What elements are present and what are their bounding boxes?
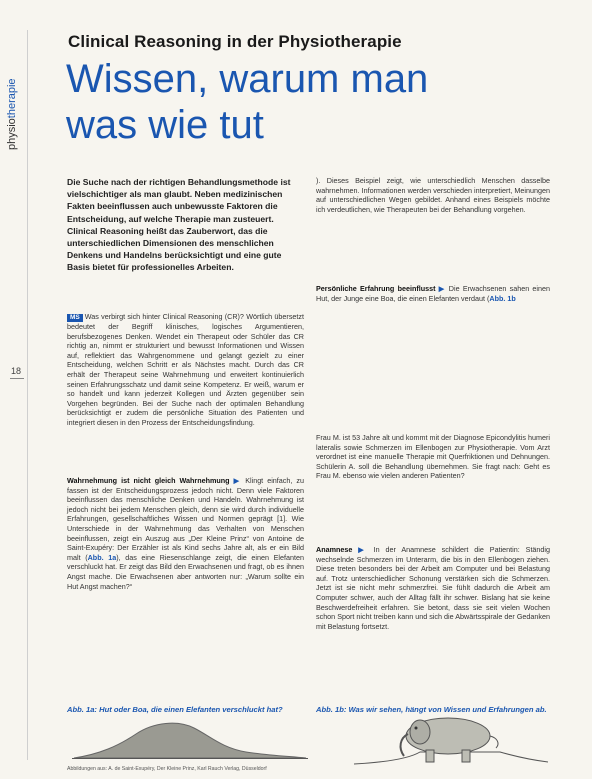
section-anamnese xyxy=(316,545,550,634)
margin-rule xyxy=(27,30,28,760)
figure-caption-1a xyxy=(67,705,307,714)
caption-ref: Abb. 1b: xyxy=(316,705,347,714)
section-text: In der Anamnese schildert die Patientin: Ständig wechselnde Schmerzen im Unterarm, die bis in den Ellenbogen ziehen. Diese treten besonders bei der Arbeit am Computer und bei Belastung auf. Trotz unterschiedlicher Schonung verstärken sich die Schmerzen. Jetzt ist sie nicht mehr schmerzfrei. Sie fühlt dadurch die Arbeit am Computer schwer, auch der Alltag fällt ihr schwer. Bislang hat sie keine Beschwerdefreiheit erfahren. Sie betont, dass sie seit vielen Wochen schon Sport nicht treiben kann und sich die Abwärtsspirale der Gedanken mit Belastung fortsetzt. xyxy=(316,545,551,631)
arrow-icon: ▶ xyxy=(233,476,242,485)
arrow-icon: ▶ xyxy=(358,545,368,554)
article-kicker: Clinical Reasoning in der Physiotherapie xyxy=(68,32,402,51)
figure-reference: Abb. 1b xyxy=(489,293,516,303)
section-heading: Anamnese xyxy=(316,545,353,554)
section-text: Die Erwachsenen sahen einen Hut, der Junge eine Boa, die einen Elefanten verdaut ( xyxy=(316,284,551,303)
elephant-in-boa-drawing xyxy=(350,712,550,768)
article-lead: Die Suche nach der richtigen Behandlungsmethode ist vielschichtiger als man glaubt. Neben medizinischen Fakten beeinflussen auch unbewusste Faktoren die Entscheidung, auf welche Therapie man zusteuert. Clinical Reasoning heißt das Zauberwort, das die unterschiedlichen Dimensionen des menschlichen Denkens und Handelns berücksichtigt und eine gute Basis bietet für professionelles Arbeiten. xyxy=(67,177,291,273)
intro-paragraph xyxy=(67,312,304,431)
figure-reference: Abb. 1a xyxy=(87,552,117,562)
image-credit: Abbildungen aus: A. de Saint-Exupéry, Der Kleine Prinz, Karl Rauch Verlag, Düsseldorf xyxy=(67,766,267,772)
section-text: Frau M. ist 53 Jahre alt und kommt mit der Diagnose Epicondylitis humeri lateralis sowie Schmerzen im Ellenbogen zur Physiotherapie. Vom Arzt verordnet ist eine manuelle Therapie mit Querfriktionen und Dehnungen. Schülerin A. soll die Behandlung übernehmen. Sie fragt nach: Geht es Frau M. ebenso wie vielen anderen Patienten? xyxy=(316,433,550,481)
section-heading: Wahrnehmung ist nicht gleich Wahrnehmung xyxy=(67,476,230,485)
section-erfahrung xyxy=(316,284,550,306)
section-wahrnehmung xyxy=(67,476,304,594)
brand-part-2: therapie xyxy=(6,78,18,119)
caption-ref: Abb. 1a: xyxy=(67,705,97,714)
page-number-rule xyxy=(10,378,24,379)
author-tag: MS xyxy=(67,314,83,322)
section-text-tail: ), das eine Riesenschlange zeigt, die einen Elefanten verschluckt hat. Er zeigt das Bild den Erwachsenen und fragt, ob es ihnen Angst mache. Die Erwachsenen aber antworten nur: „Warum sollte ein Hut Angst machen?“ xyxy=(67,552,305,591)
page-number: 18 xyxy=(11,366,22,376)
caption-text: Hut oder Boa, die einen Elefanten verschluckt hat? xyxy=(96,705,283,714)
headline-line-1: Wissen, warum man xyxy=(66,57,429,101)
right-col-lead-text: ). Dieses Beispiel zeigt, wie unterschiedlich Menschen dasselbe wahrnehmen. Informationen werden verschieden interpretiert, Meinungen auf unterschiedlichen Wegen gebildet. Anhand eines Beispiels möchte ich verdeutlichen, wie Therapeuten bei der Behandlung vorgehen. xyxy=(316,176,550,214)
arrow-icon: ▶ xyxy=(438,284,446,293)
section-heading: Persönliche Erfahrung beeinflusst xyxy=(316,284,436,293)
caption-text: Was wir sehen, hängt von Wissen und Erfahrungen ab. xyxy=(346,705,547,714)
headline-line-2: was wie tut xyxy=(66,103,264,147)
article-headline xyxy=(66,56,466,148)
section-brand xyxy=(6,78,18,150)
intro-text: Was verbirgt sich hinter Clinical Reasoning (CR)? Wörtlich übersetzt bedeutet der Begriff klinisches, logisches Argumentieren, berufsbezogenes Denken. Wendet ein Therapeut oder Schüler das CR richtig an, nimmt er strukturiert und bewusst Informationen und Wissen auf, reflektiert das Wahrgenommene und gelangt gezielt zu einer Entscheidung, welchen Schritt er als Nächstes macht. Durch das CR erhält der Therapeut seine Wahrnehmung und erweitert kontinuierlich seinen Erfahrungsschatz und damit seine Kompetenz. Er weiß, warum er so handelt und kann jederzeit Kollegen und Ärzten gegenüber sein Vorgehen begründen. Bei der Suche nach der optimalen Behandlung berücksichtigt er zudem die persönliche Situation des Patienten und integriert diesen in den Prozess der Entscheidungsfindung. xyxy=(67,312,304,427)
section-fallbeispiel xyxy=(316,433,550,484)
hat-boa-drawing xyxy=(70,718,310,762)
section-text: Klingt einfach, zu fassen ist der Entscheidungsprozess jedoch nicht. Denn viele Faktoren beeinflussen das menschliche Denken und Handeln. Wahrnehmung ist jedoch nicht bei jedem Menschen gleich, denn sie wird durch individuelle Erfahrungen, gesellschaftliches Wissen und Normen geprägt [1]. Wie Unterschiede in der Wahrnehmung das Verhalten von Menschen beeinflussen, zeigt ein Auszug aus „Der Kleine Prinz“ von Antoine de Saint-Exupéry: Der Erzähler ist als Kind sechs Jahre alt, als er ein Bild malt ( xyxy=(67,476,305,562)
section-continued xyxy=(316,176,550,217)
brand-part-1: physio xyxy=(6,118,18,150)
